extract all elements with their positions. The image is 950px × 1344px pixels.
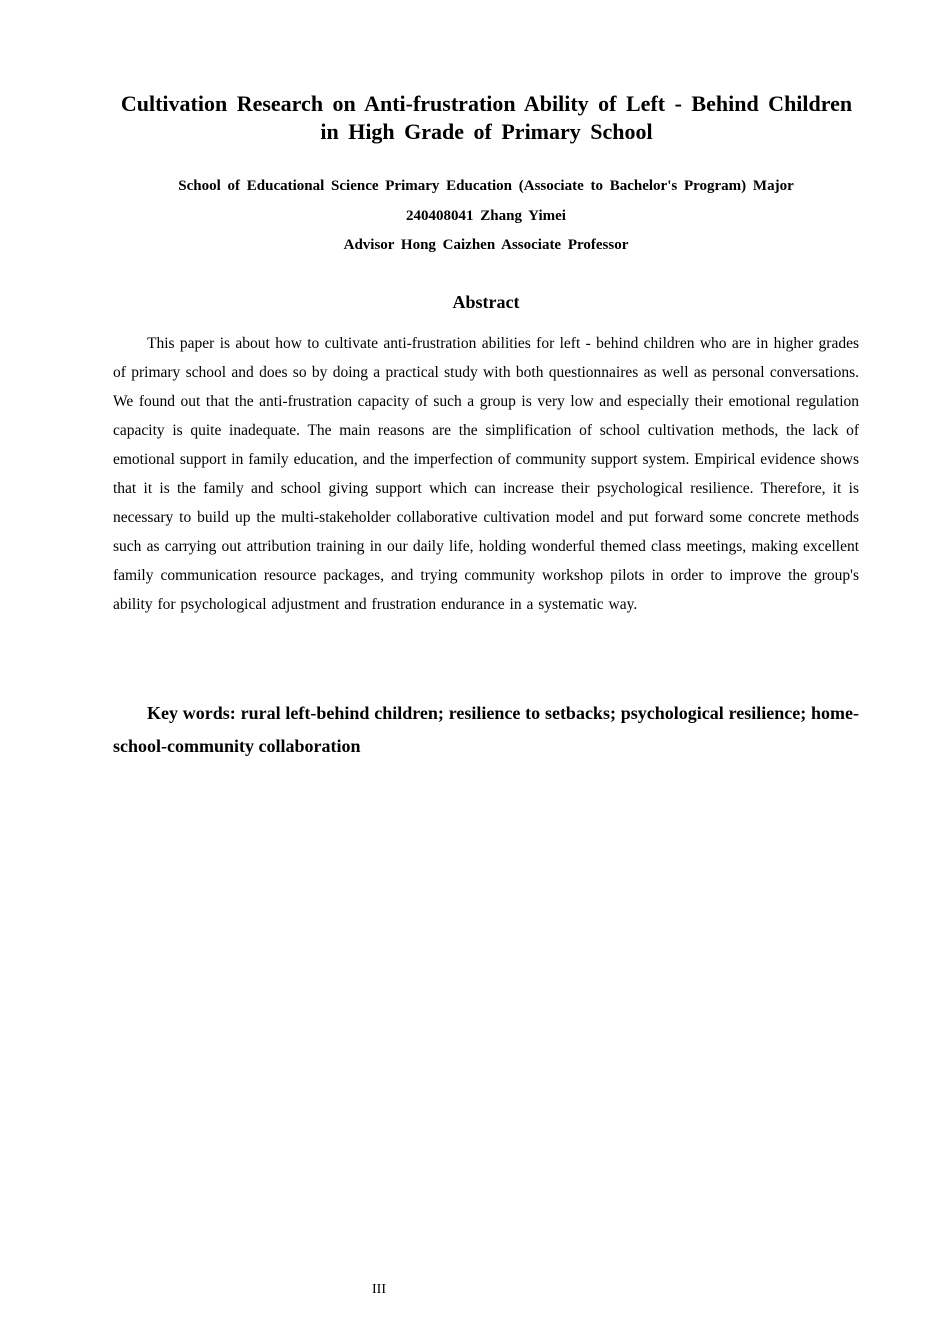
advisor-line: Advisor Hong Caizhen Associate Professor: [343, 237, 629, 253]
affiliation-line: School of Educational Science Primary Education (Associate to Bachelor's Program) Major: [178, 178, 794, 194]
page-number: III: [372, 1282, 386, 1297]
student-id-name-line: 240408041 Zhang Yimei: [406, 207, 566, 224]
paper-title: Cultivation Research on Anti-frustration Ability of Left - Behind Children in High Grade of Primary School: [120, 91, 853, 144]
author-block: [113, 172, 859, 261]
keywords-paragraph: Key words: rural left-behind children; resilience to setbacks; psychological resilience; home-school-community collaboration: [113, 703, 859, 756]
abstract-heading: Abstract: [452, 292, 520, 312]
abstract-body: This paper is about how to cultivate anti-frustration abilities for left - behind children who are in higher grades of primary school and does so by doing a practical study with both questionnaires as well as personal conversations. We found out that the anti-frustration capacity of such a group is very low and especially their emotional regulation capacity is quite inadequate. The main reasons are the simplification of school cultivation methods, the lack of emotional support in family education, and the imperfection of community support system. Empirical evidence shows that it is the family and school giving support which can increase their psychological resilience. Therefore, it is necessary to build up the multi-stakeholder collaborative cultivation model and put forward some concrete methods such as carrying out attribution training in our daily life, holding wonderful themed class meetings, making excellent family communication resource packages, and trying community workshop pilots in order to improve the group's ability for psychological adjustment and frustration endurance in a systematic way.: [113, 335, 859, 613]
